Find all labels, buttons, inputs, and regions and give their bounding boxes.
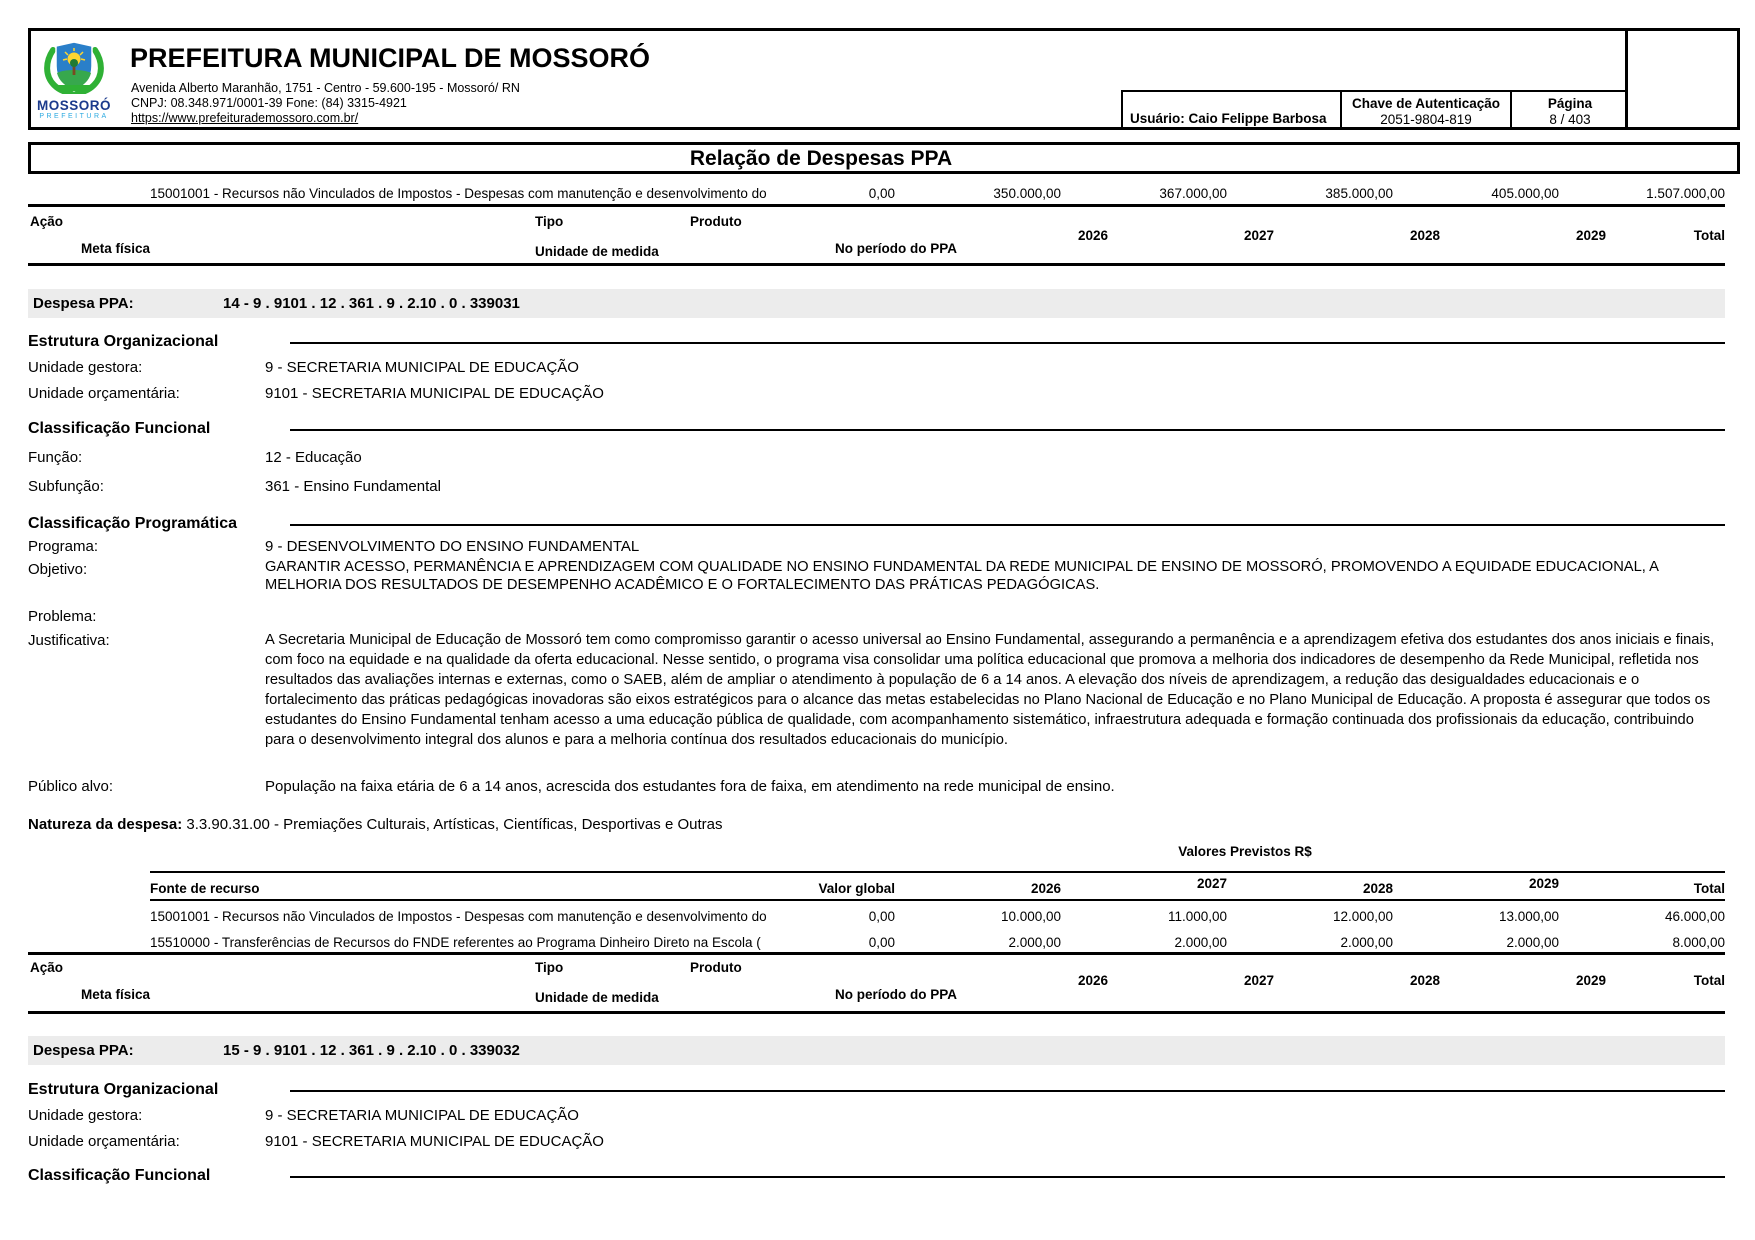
problema-label: Problema: bbox=[28, 608, 97, 625]
despesa-ppa-bar-2 bbox=[28, 1036, 1725, 1065]
natureza-label: Natureza da despesa: bbox=[28, 816, 183, 833]
section-estrutura-2: Estrutura Organizacional bbox=[28, 1081, 219, 1098]
report-title-bar bbox=[28, 142, 1740, 174]
fontes-table-header bbox=[0, 876, 1755, 899]
carryover-valor-global: 0,00 bbox=[868, 186, 895, 201]
col-meta-fisica: Meta física bbox=[81, 987, 151, 1002]
col-tipo: Tipo bbox=[535, 960, 564, 975]
org-cnpj-phone: CNPJ: 08.348.971/0001-39 Fone: (84) 3315-4921 bbox=[131, 96, 407, 110]
fonte-2026: 10.000,00 bbox=[1000, 909, 1061, 924]
section-estrutura-1: Estrutura Organizacional bbox=[28, 333, 219, 350]
header-empty-box bbox=[1625, 28, 1740, 130]
fonte-row bbox=[0, 909, 1755, 927]
org-name: PREFEITURA MUNICIPAL DE MOSSORÓ bbox=[130, 43, 651, 73]
section-funcional-1: Classificação Funcional bbox=[28, 420, 211, 437]
divider bbox=[28, 1011, 1725, 1014]
unidade-gestora-label: Unidade gestora: bbox=[28, 1107, 143, 1124]
user-cell bbox=[1121, 90, 1340, 130]
fonte-nome: 15510000 - Transferências de Recursos do FNDE referentes ao Programa Dinheiro Direto na Escola ( bbox=[150, 935, 761, 950]
auth-key-label: Chave de Autenticação bbox=[1351, 96, 1501, 111]
fonte-2027: 11.000,00 bbox=[1167, 909, 1227, 924]
col-meta-fisica: Meta física bbox=[81, 241, 151, 256]
auth-key-value: 2051-9804-819 bbox=[1380, 112, 1472, 127]
fonte-valor-global: 0,00 bbox=[868, 909, 895, 924]
publico-alvo-label: Público alvo: bbox=[28, 778, 114, 795]
year-header-2027: 2027 bbox=[1196, 876, 1227, 891]
col-unidade-medida: Unidade de medida bbox=[535, 990, 659, 1005]
fonte-valor-global: 0,00 bbox=[868, 935, 895, 950]
fonte-2028: 2.000,00 bbox=[1340, 935, 1393, 950]
fonte-recurso-header: Fonte de recurso bbox=[150, 881, 260, 896]
fonte-nome: 15001001 - Recursos não Vinculados de Impostos - Despesas com manutenção e desenvolvimento do bbox=[150, 909, 767, 924]
divider bbox=[290, 342, 1725, 344]
col-periodo-ppa: No período do PPA bbox=[835, 241, 957, 256]
col-produto: Produto bbox=[690, 214, 742, 229]
divider bbox=[28, 204, 1725, 207]
divider bbox=[290, 524, 1725, 526]
year-header-2029: 2029 bbox=[1528, 876, 1559, 891]
logo-subtitle: PREFEITURA bbox=[39, 113, 109, 120]
carryover-2027: 367.000,00 bbox=[1159, 186, 1227, 201]
col-unidade-medida: Unidade de medida bbox=[535, 244, 659, 259]
divider bbox=[150, 871, 1725, 873]
divider bbox=[290, 429, 1725, 431]
fonte-2029: 2.000,00 bbox=[1506, 935, 1559, 950]
city-crest-icon bbox=[39, 42, 109, 94]
col-acao: Ação bbox=[30, 960, 64, 975]
col-year-2029: 2029 bbox=[1575, 228, 1606, 243]
despesa-ppa-bar-1 bbox=[28, 289, 1725, 318]
despesa-ppa-label: Despesa PPA: bbox=[33, 1042, 134, 1059]
objetivo-label: Objetivo: bbox=[28, 561, 88, 578]
col-year-2027: 2027 bbox=[1243, 228, 1274, 243]
valores-previstos-heading: Valores Previstos R$ bbox=[1178, 844, 1312, 859]
report-title: Relação de Despesas PPA bbox=[689, 147, 953, 170]
unidade-orcamentaria-value: 9101 - SECRETARIA MUNICIPAL DE EDUCAÇÃO bbox=[265, 1133, 604, 1150]
org-website-link[interactable]: https://www.prefeiturademossoro.com.br/ bbox=[131, 111, 359, 125]
user-label: Usuário: Caio Felippe Barbosa bbox=[1130, 111, 1327, 126]
subfuncao-value: 361 - Ensino Fundamental bbox=[265, 478, 441, 495]
unidade-orcamentaria-label: Unidade orçamentária: bbox=[28, 385, 180, 402]
fonte-2026: 2.000,00 bbox=[1008, 935, 1061, 950]
col-year-2026: 2026 bbox=[1077, 228, 1108, 243]
valor-global-header: Valor global bbox=[818, 881, 895, 896]
divider bbox=[28, 263, 1725, 266]
col-year-2027: 2027 bbox=[1243, 973, 1274, 988]
carryover-total: 1.507.000,00 bbox=[1646, 186, 1725, 201]
org-address: Avenida Alberto Maranhão, 1751 - Centro - 59.600-195 - Mossoró/ RN bbox=[131, 81, 520, 95]
unidade-gestora-label: Unidade gestora: bbox=[28, 359, 143, 376]
carryover-fonte: 15001001 - Recursos não Vinculados de Impostos - Despesas com manutenção e desenvolvimento do bbox=[150, 186, 767, 201]
natureza-row bbox=[28, 816, 722, 833]
col-total: Total bbox=[1693, 228, 1725, 243]
page-number-cell bbox=[1510, 90, 1628, 130]
divider bbox=[28, 952, 1725, 955]
fonte-total: 8.000,00 bbox=[1672, 935, 1725, 950]
col-tipo: Tipo bbox=[535, 214, 564, 229]
total-header: Total bbox=[1693, 881, 1725, 896]
fonte-2027: 2.000,00 bbox=[1174, 935, 1227, 950]
col-periodo-ppa: No período do PPA bbox=[835, 987, 957, 1002]
publico-alvo-value: População na faixa etária de 6 a 14 anos, acrescida dos estudantes fora de faixa, em atendimento na rede municipal de ensino. bbox=[265, 778, 1115, 795]
divider bbox=[150, 899, 1725, 901]
unidade-gestora-value: 9 - SECRETARIA MUNICIPAL DE EDUCAÇÃO bbox=[265, 359, 579, 376]
carryover-2028: 385.000,00 bbox=[1325, 186, 1393, 201]
col-year-2028: 2028 bbox=[1409, 973, 1440, 988]
despesa-ppa-code: 15 - 9 . 9101 . 12 . 361 . 9 . 2.10 . 0 . 339032 bbox=[223, 1042, 520, 1059]
programa-label: Programa: bbox=[28, 538, 99, 555]
page-number-value: 8 / 403 bbox=[1549, 112, 1591, 127]
despesa-ppa-code: 14 - 9 . 9101 . 12 . 361 . 9 . 2.10 . 0 . 339031 bbox=[223, 295, 520, 312]
col-produto: Produto bbox=[690, 960, 742, 975]
funcao-label: Função: bbox=[28, 449, 83, 466]
fonte-row bbox=[0, 935, 1755, 953]
unidade-orcamentaria-value: 9101 - SECRETARIA MUNICIPAL DE EDUCAÇÃO bbox=[265, 385, 604, 402]
carryover-2029: 405.000,00 bbox=[1491, 186, 1559, 201]
fonte-2029: 13.000,00 bbox=[1498, 909, 1559, 924]
justificativa-value: A Secretaria Municipal de Educação de Mossoró tem como compromisso garantir o acesso universal ao Ensino Fundamental, assegurando a permanência e a aprendizagem efetiva dos estudantes dos anos iniciais e finais, com foco na equidade e na qualidade da oferta educacional. Nesse sentido, o programa visa consolidar uma política educacional que promova a melhoria dos indicadores de desempenho da Rede Municipal, refletida nos resultados das avaliações internas e externas, como o SAEB, além de ampliar o atendimento à população de 6 a 14 anos. A elevação dos níveis de aprendizagem, a redução das desigualdades educacionais e o fortalecimento das práticas pedagógicas inovadoras são eixos estratégicos para o alcance das metas estabelecidas no Plano Nacional de Educação e no Plano Municipal de Educação. A proposta é assegurar que todos os estudantes do Ensino Fundamental tenham acesso a uma educação pública de qualidade, com acompanhamento sistemático, infraestrutura adequada e formação continuada dos profissionais da educação, contribuindo para o desenvolvimento integral dos alunos e para a melhoria contínua dos resultados educacionais do município. bbox=[265, 632, 1715, 748]
col-acao: Ação bbox=[30, 214, 64, 229]
despesa-ppa-label: Despesa PPA: bbox=[33, 295, 134, 312]
year-header-2026: 2026 bbox=[1030, 881, 1061, 896]
year-header-2028: 2028 bbox=[1362, 881, 1393, 896]
objetivo-value: GARANTIR ACESSO, PERMANÊNCIA E APRENDIZAGEM COM QUALIDADE NO ENSINO FUNDAMENTAL DA REDE MUNICIPAL DE ENSINO DE MOSSORÓ, PROMOVENDO A EQUIDADE EDUCACIONAL, A MELHORIA DOS RESULTADOS DE DESEMPENHO ACADÊMICO E O FORTALECIMENTO DAS PRÁTICAS PEDAGÓGICAS. bbox=[265, 559, 1659, 593]
section-funcional-2: Classificação Funcional bbox=[28, 1167, 211, 1184]
carryover-row bbox=[0, 186, 1755, 204]
divider bbox=[290, 1090, 1725, 1092]
divider bbox=[290, 1176, 1725, 1178]
programa-value: 9 - DESENVOLVIMENTO DO ENSINO FUNDAMENTAL bbox=[265, 538, 640, 555]
unidade-gestora-value: 9 - SECRETARIA MUNICIPAL DE EDUCAÇÃO bbox=[265, 1107, 579, 1124]
fonte-total: 46.000,00 bbox=[1664, 909, 1725, 924]
city-logo bbox=[37, 42, 111, 121]
funcao-value: 12 - Educação bbox=[265, 449, 362, 466]
logo-city-name: MOSSORÓ bbox=[37, 98, 112, 113]
page-number-label: Página bbox=[1547, 96, 1593, 111]
col-total: Total bbox=[1693, 973, 1725, 988]
justificativa-label: Justificativa: bbox=[28, 632, 110, 649]
auth-key-cell bbox=[1340, 90, 1510, 130]
fonte-2028: 12.000,00 bbox=[1332, 909, 1393, 924]
unidade-orcamentaria-label: Unidade orçamentária: bbox=[28, 1133, 180, 1150]
carryover-2026: 350.000,00 bbox=[993, 186, 1061, 201]
subfuncao-label: Subfunção: bbox=[28, 478, 104, 495]
natureza-value: 3.3.90.31.00 - Premiações Culturais, Artísticas, Científicas, Desportivas e Outras bbox=[186, 816, 723, 833]
section-programatica-1: Classificação Programática bbox=[28, 515, 237, 532]
col-year-2029: 2029 bbox=[1575, 973, 1606, 988]
col-year-2026: 2026 bbox=[1077, 973, 1108, 988]
col-year-2028: 2028 bbox=[1409, 228, 1440, 243]
